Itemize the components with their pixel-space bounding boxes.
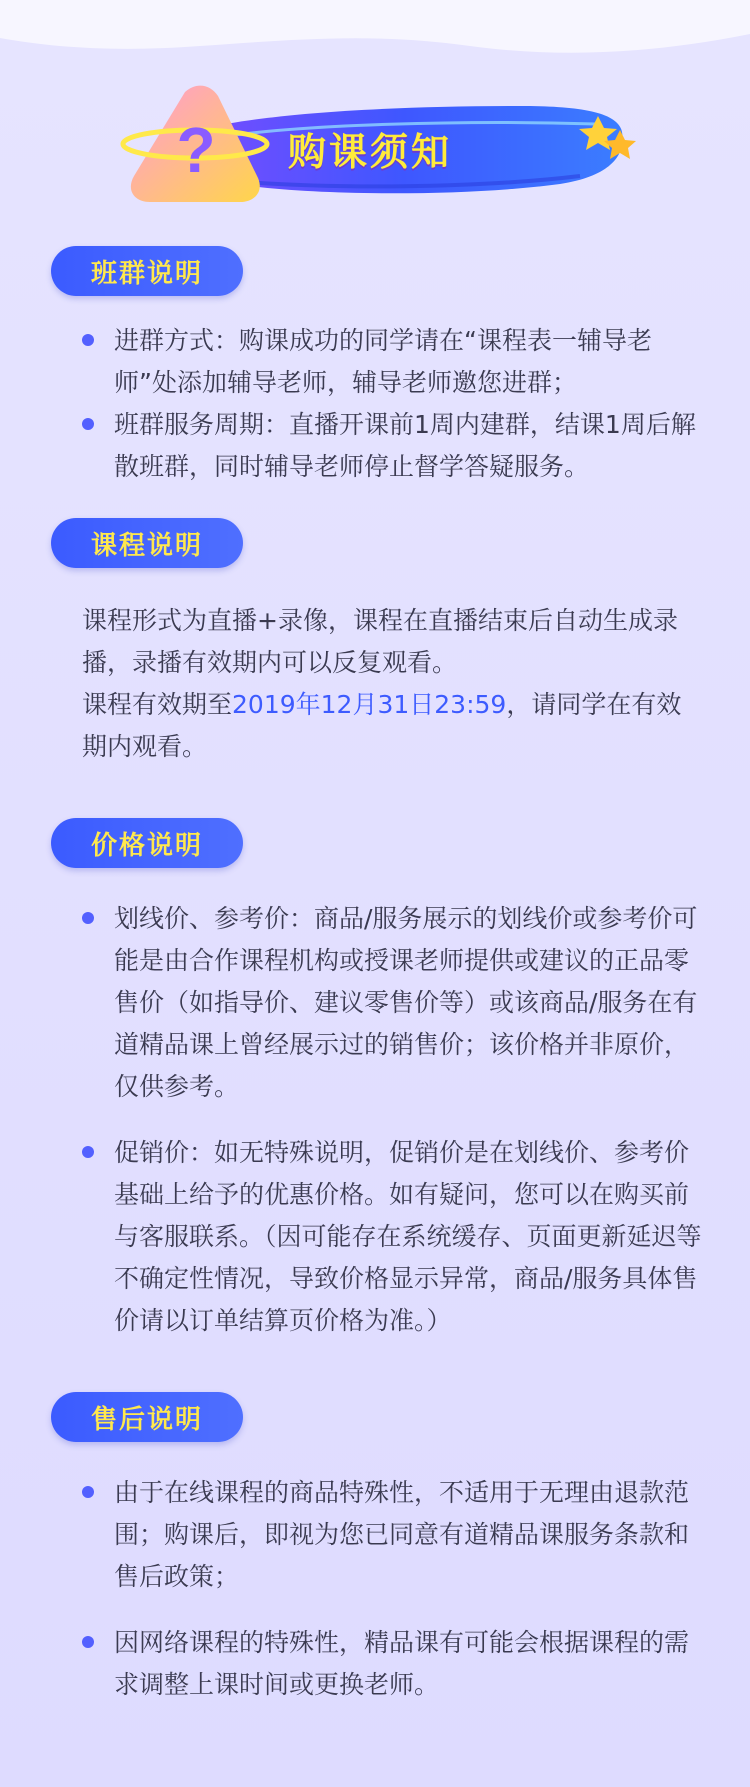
section-course-header — [51, 518, 243, 568]
validity-date: 2019年12月31日23:59 — [232, 690, 507, 719]
top-wave-decoration — [0, 0, 750, 70]
validity-suffix: ，请同学在有效期内观看。 — [82, 690, 682, 761]
validity-prefix: 课程有效期至 — [82, 690, 233, 719]
after-sale-list — [82, 1472, 702, 1730]
class-group-list — [82, 320, 702, 488]
course-validity-paragraph — [82, 684, 702, 768]
section-after-sale-header — [51, 1392, 243, 1442]
page-title: 购课须知 — [287, 130, 452, 174]
list-item: 因网络课程的特殊性，精品课有可能会根据课程的需求调整上课时间或更换老师。 — [82, 1622, 702, 1706]
section-title: 课程说明 — [90, 530, 203, 561]
list-item: 班群服务周期：直播开课前1周内建群，结课1周后解散班群，同时辅导老师停止督学答疑服务。 — [82, 404, 702, 488]
course-paragraph: 课程形式为直播+录像，课程在直播结束后自动生成录播，录播有效期内可以反复观看。 — [82, 606, 678, 677]
svg-text:?: ? — [176, 114, 216, 186]
course-description — [82, 600, 702, 768]
header-banner — [0, 84, 750, 214]
section-title: 价格说明 — [90, 830, 203, 861]
price-list — [82, 898, 702, 1366]
section-title: 售后说明 — [90, 1404, 203, 1435]
list-item: 促销价：如无特殊说明，促销价是在划线价、参考价基础上给予的优惠价格。如有疑问，您可以在购买前与客服联系。（因可能存在系统缓存、页面更新延迟等不确定性情况，导致价格显示异常，商品/服务具体售价请以订单结算页价格为准。） — [82, 1132, 702, 1342]
list-item: 划线价、参考价：商品/服务展示的划线价或参考价可能是由合作课程机构或授课老师提供或建议的正品零售价（如指导价、建议零售价等）或该商品/服务在有道精品课上曾经展示过的销售价；该价格并非原价，仅供参考。 — [82, 898, 702, 1108]
section-price-header — [51, 818, 243, 868]
list-item: 由于在线课程的商品特殊性，不适用于无理由退款范围；购课后，即视为您已同意有道精品课服务条款和售后政策； — [82, 1472, 702, 1598]
list-item: 进群方式：购课成功的同学请在“课程表一辅导老师”处添加辅导老师，辅导老师邀您进群； — [82, 320, 702, 404]
section-class-group-header — [51, 246, 243, 296]
section-title: 班群说明 — [90, 258, 203, 289]
